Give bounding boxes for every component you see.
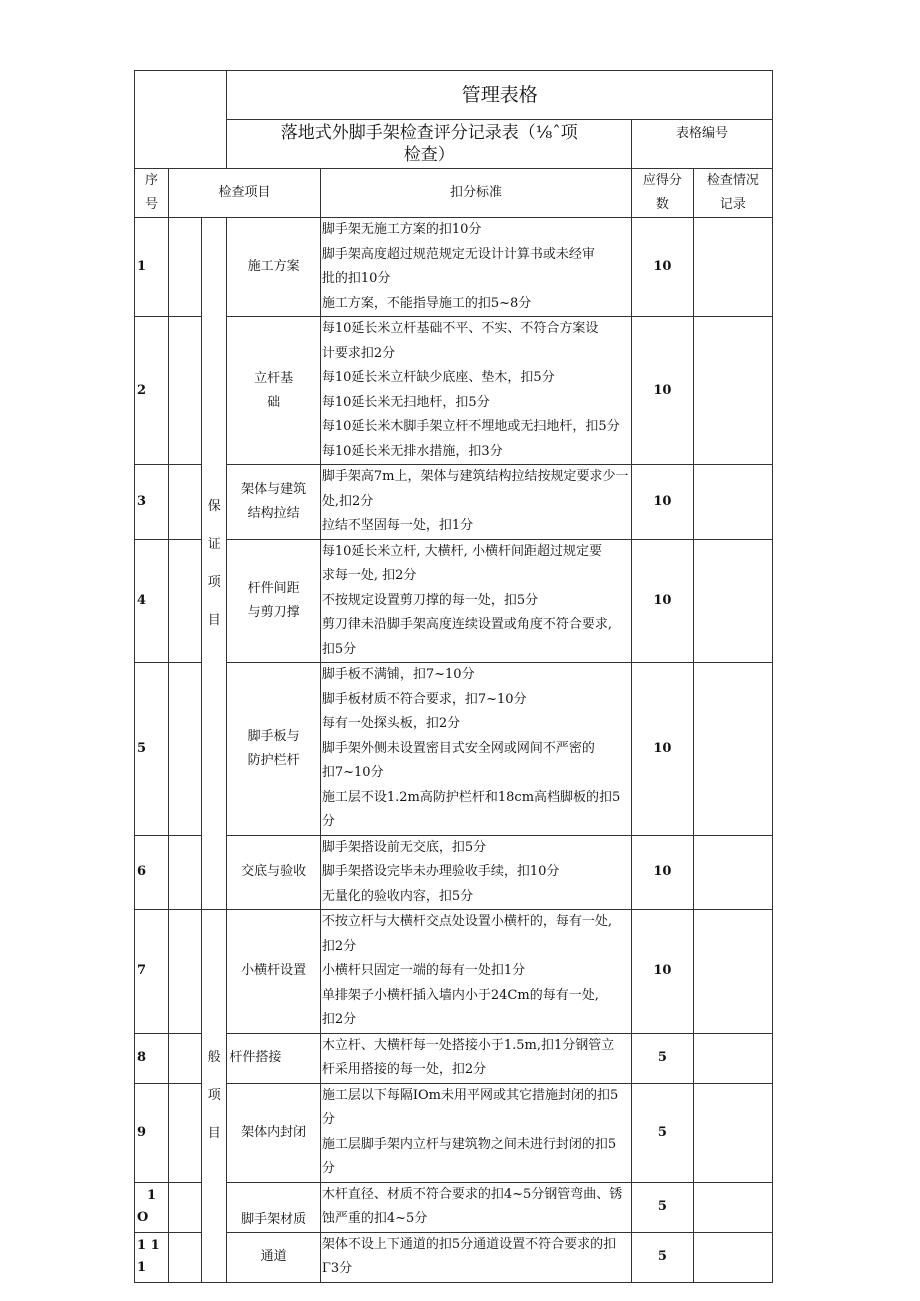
inspection-record-cell[interactable]: [693, 1083, 772, 1182]
full-score: 5: [632, 1033, 694, 1083]
full-score: 5: [632, 1083, 694, 1182]
deduction-criteria: 每10延长米立杆, 大横杆, 小横杆间距超过规定要 求每一处, 扣2分 不按规定设置剪刀撑的每一处，扣5分 剪刀律未沿脚手架高度连续设置或角度不符合要求, 扣5分: [320, 539, 631, 663]
row-spacer: [169, 835, 202, 910]
row-number: 8: [135, 1033, 169, 1083]
inspection-table: [134, 70, 773, 1283]
inspection-record-cell[interactable]: [693, 465, 772, 540]
row-number: 1: [135, 218, 169, 317]
deduction-criteria: 架体不设上下通道的扣5分通道设置不符合要求的扣 Γ3分: [320, 1232, 631, 1282]
deduction-criteria: 木杆直径、材质不符合要求的扣4~5分钢管弯曲、锈 蚀严重的扣4~5分: [320, 1182, 631, 1232]
category-general: 般 项 目: [202, 910, 227, 1283]
subtitle-line-2: 检查）: [403, 145, 455, 165]
deduction-criteria: 每10延长米立杆基础不平、不实、不符合方案设 计要求扣2分 每10延长米立杆缺少底座、垫木，扣5分 每10延长米无扫地杆，扣5分 每10延长米木脚手架立杆不埋地或无扫地杆，扣5分 每10延长米无排水措施，扣3分: [320, 317, 631, 465]
page-title: 管理表格: [227, 71, 773, 120]
deduction-criteria: 脚手架搭设前无交底，扣5分 脚手架搭设完毕未办理验收手续，扣10分 无量化的验收内容，扣5分: [320, 835, 631, 910]
check-item: 杆件搭接: [227, 1033, 320, 1083]
row-spacer: [169, 910, 202, 1034]
table-row: [135, 539, 773, 663]
table-row: [135, 663, 773, 836]
category-guarantee: 保 证 项 目: [202, 218, 227, 910]
sheet-subtitle: [227, 120, 632, 169]
full-score: 10: [632, 539, 694, 663]
logo-area: [135, 71, 227, 169]
check-item: 交底与验收: [227, 835, 320, 910]
row-spacer: [169, 317, 202, 465]
inspection-record-cell[interactable]: [693, 835, 772, 910]
form-number-label: 表格编号: [632, 120, 773, 169]
check-item: 通道: [227, 1232, 320, 1282]
col-header-criteria: 扣分标准: [320, 169, 631, 218]
deduction-criteria: 木立杆、大横杆每一处搭接小于1.5m,扣1分钢管立 杆采用搭接的每一处，扣2分: [320, 1033, 631, 1083]
row-number: 1 1 1: [135, 1232, 169, 1282]
deduction-criteria: 不按立杆与大横杆交点处设置小横杆的，每有一处, 扣2分 小横杆只固定一端的每有一处扣1分 单排架子小横杆插入墙内小于24Cm的每有一处, 扣2分: [320, 910, 631, 1034]
full-score: 10: [632, 835, 694, 910]
row-number: 6: [135, 835, 169, 910]
check-item: 架体内封闭: [227, 1083, 320, 1182]
inspection-record-cell[interactable]: [693, 1182, 772, 1232]
inspection-record-cell[interactable]: [693, 1232, 772, 1282]
table-row: [135, 835, 773, 910]
full-score: 10: [632, 663, 694, 836]
col-header-no: 序 号: [135, 169, 169, 218]
inspection-record-cell[interactable]: [693, 663, 772, 836]
inspection-record-cell[interactable]: [693, 910, 772, 1034]
row-number: 7: [135, 910, 169, 1034]
deduction-criteria: 脚手架无施工方案的扣10分 脚手架高度超过规范规定无设计计算书或未经审 批的扣10分 施工方案，不能指导施工的扣5~8分: [320, 218, 631, 317]
check-item: 立杆基 础: [227, 317, 320, 465]
row-spacer: [169, 539, 202, 663]
deduction-criteria: 脚手板不满铺，扣7~10分 脚手板材质不符合要求，扣7~10分 每有一处探头板，扣2分 脚手架外侧未设置密目式安全网或网间不严密的 扣7~10分 施工层不设1.2m高防护栏杆和18cm高档脚板的扣5 分: [320, 663, 631, 836]
inspection-record-cell[interactable]: [693, 218, 772, 317]
check-item: 杆件间距 与剪刀撑: [227, 539, 320, 663]
row-number: 2: [135, 317, 169, 465]
check-item: 脚手板与 防护栏杆: [227, 663, 320, 836]
row-number: 3: [135, 465, 169, 540]
row-spacer: [169, 1182, 202, 1232]
col-header-record: 检查情况 记录: [693, 169, 772, 218]
full-score: 10: [632, 218, 694, 317]
table-row: [135, 1182, 773, 1232]
row-spacer: [169, 1232, 202, 1282]
full-score: 5: [632, 1232, 694, 1282]
table-row: [135, 465, 773, 540]
row-number: 9: [135, 1083, 169, 1182]
row-spacer: [169, 465, 202, 540]
check-item: 小横杆设置: [227, 910, 320, 1034]
check-item: 脚手架材质: [227, 1182, 320, 1232]
row-spacer: [169, 218, 202, 317]
full-score: 10: [632, 910, 694, 1034]
col-header-score: 应得分 数: [632, 169, 694, 218]
check-item: 施工方案: [227, 218, 320, 317]
row-number: 5: [135, 663, 169, 836]
row-spacer: [169, 663, 202, 836]
row-number: 1 O: [135, 1182, 169, 1232]
row-spacer: [169, 1083, 202, 1182]
subtitle-line-1: 落地式外脚手架检查评分记录表（⅛ˆ项: [280, 123, 578, 143]
table-row: [135, 218, 773, 317]
table-row: [135, 317, 773, 465]
full-score: 10: [632, 465, 694, 540]
full-score: 5: [632, 1182, 694, 1232]
table-row: [135, 1232, 773, 1282]
inspection-record-cell[interactable]: [693, 317, 772, 465]
check-item: 架体与建筑 结构拉结: [227, 465, 320, 540]
row-spacer: [169, 1033, 202, 1083]
deduction-criteria: 施工层以下每隔IOm未用平网或其它措施封闭的扣5 分 施工层脚手架内立杆与建筑物之间未进行封闭的扣5 分: [320, 1083, 631, 1182]
table-row: [135, 910, 773, 1034]
inspection-record-cell[interactable]: [693, 539, 772, 663]
score-sheet: [134, 70, 773, 1283]
full-score: 10: [632, 317, 694, 465]
inspection-record-cell[interactable]: [693, 1033, 772, 1083]
row-number: 4: [135, 539, 169, 663]
table-row: [135, 1083, 773, 1182]
table-row: [135, 1033, 773, 1083]
deduction-criteria: 脚手架高7m上，架体与建筑结构拉结按规定要求少一 处,扣2分 拉结不坚固每一处，扣1分: [320, 465, 631, 540]
col-header-item: 检查项目: [169, 169, 321, 218]
